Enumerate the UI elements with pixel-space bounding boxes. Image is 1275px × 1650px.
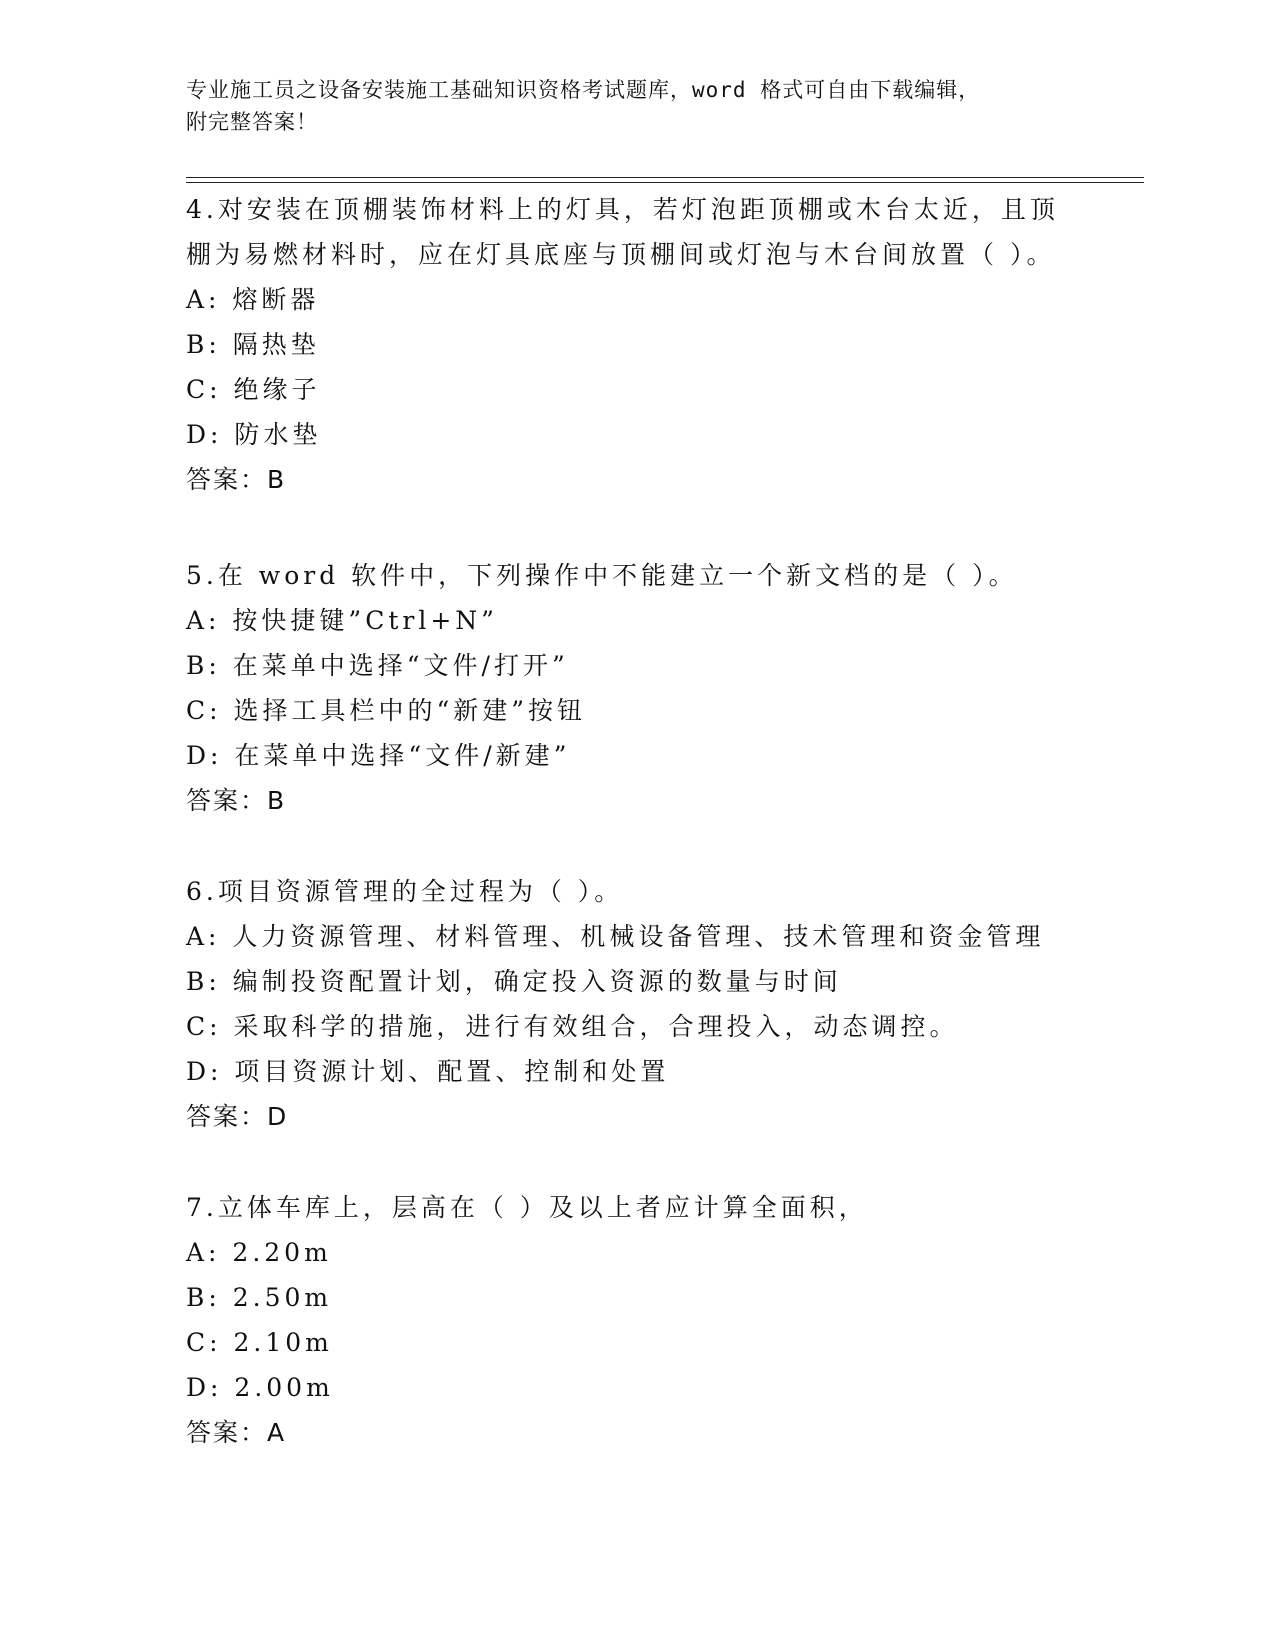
option-b: B: 编制投资配置计划，确定投入资源的数量与时间	[186, 967, 842, 996]
answer-label: 答案：B	[186, 465, 287, 494]
question-stem: 6.项目资源管理的全过程为（ ）。	[186, 877, 624, 906]
header-line-2: 附完整答案！	[186, 110, 318, 134]
document-header	[186, 74, 1066, 138]
answer-label: 答案：B	[186, 786, 287, 815]
header-line-1: 专业施工员之设备安装施工基础知识资格考试题库，word 格式可自由下载编辑，	[186, 78, 981, 102]
answer-label: 答案：A	[186, 1418, 287, 1447]
question-7	[186, 1185, 1086, 1455]
option-b: B: 隔热垫	[186, 330, 320, 359]
option-c: C: 2.10m	[186, 1328, 333, 1357]
question-stem: 5.在 word 软件中，下列操作中不能建立一个新文档的是（ ）。	[186, 561, 1018, 590]
option-d: D: 项目资源计划、配置、控制和处置	[186, 1057, 670, 1086]
option-d: D: 防水垫	[186, 420, 322, 449]
option-c: C: 采取科学的措施，进行有效组合，合理投入，动态调控。	[186, 1012, 959, 1041]
question-5	[186, 553, 1086, 823]
header-divider-bottom	[186, 182, 1144, 183]
question-stem: 7.立体车库上，层高在（ ）及以上者应计算全面积，	[186, 1193, 868, 1222]
question-stem: 4.对安装在顶棚装饰材料上的灯具，若灯泡距顶棚或木台太近，且顶	[186, 195, 1059, 224]
question-stem: 棚为易燃材料时，应在灯具底座与顶棚间或灯泡与木台间放置（ ）。	[186, 240, 1056, 269]
answer-label: 答案：D	[186, 1102, 289, 1131]
header-divider-top	[186, 177, 1144, 178]
option-a: A: 人力资源管理、材料管理、机械设备管理、技术管理和资金管理	[186, 922, 1045, 951]
option-b: B: 在菜单中选择“文件/打开”	[186, 651, 569, 680]
option-c: C: 选择工具栏中的“新建”按钮	[186, 696, 587, 725]
option-a: A: 按快捷键”Ctrl+N”	[186, 606, 498, 635]
option-a: A: 2.20m	[186, 1238, 332, 1267]
question-6	[186, 869, 1086, 1139]
question-4	[186, 187, 1086, 502]
option-c: C: 绝缘子	[186, 375, 321, 404]
option-d: D: 在菜单中选择“文件/新建”	[186, 741, 571, 770]
option-a: A: 熔断器	[186, 285, 320, 314]
option-b: B: 2.50m	[186, 1283, 333, 1312]
option-d: D: 2.00m	[186, 1373, 334, 1402]
